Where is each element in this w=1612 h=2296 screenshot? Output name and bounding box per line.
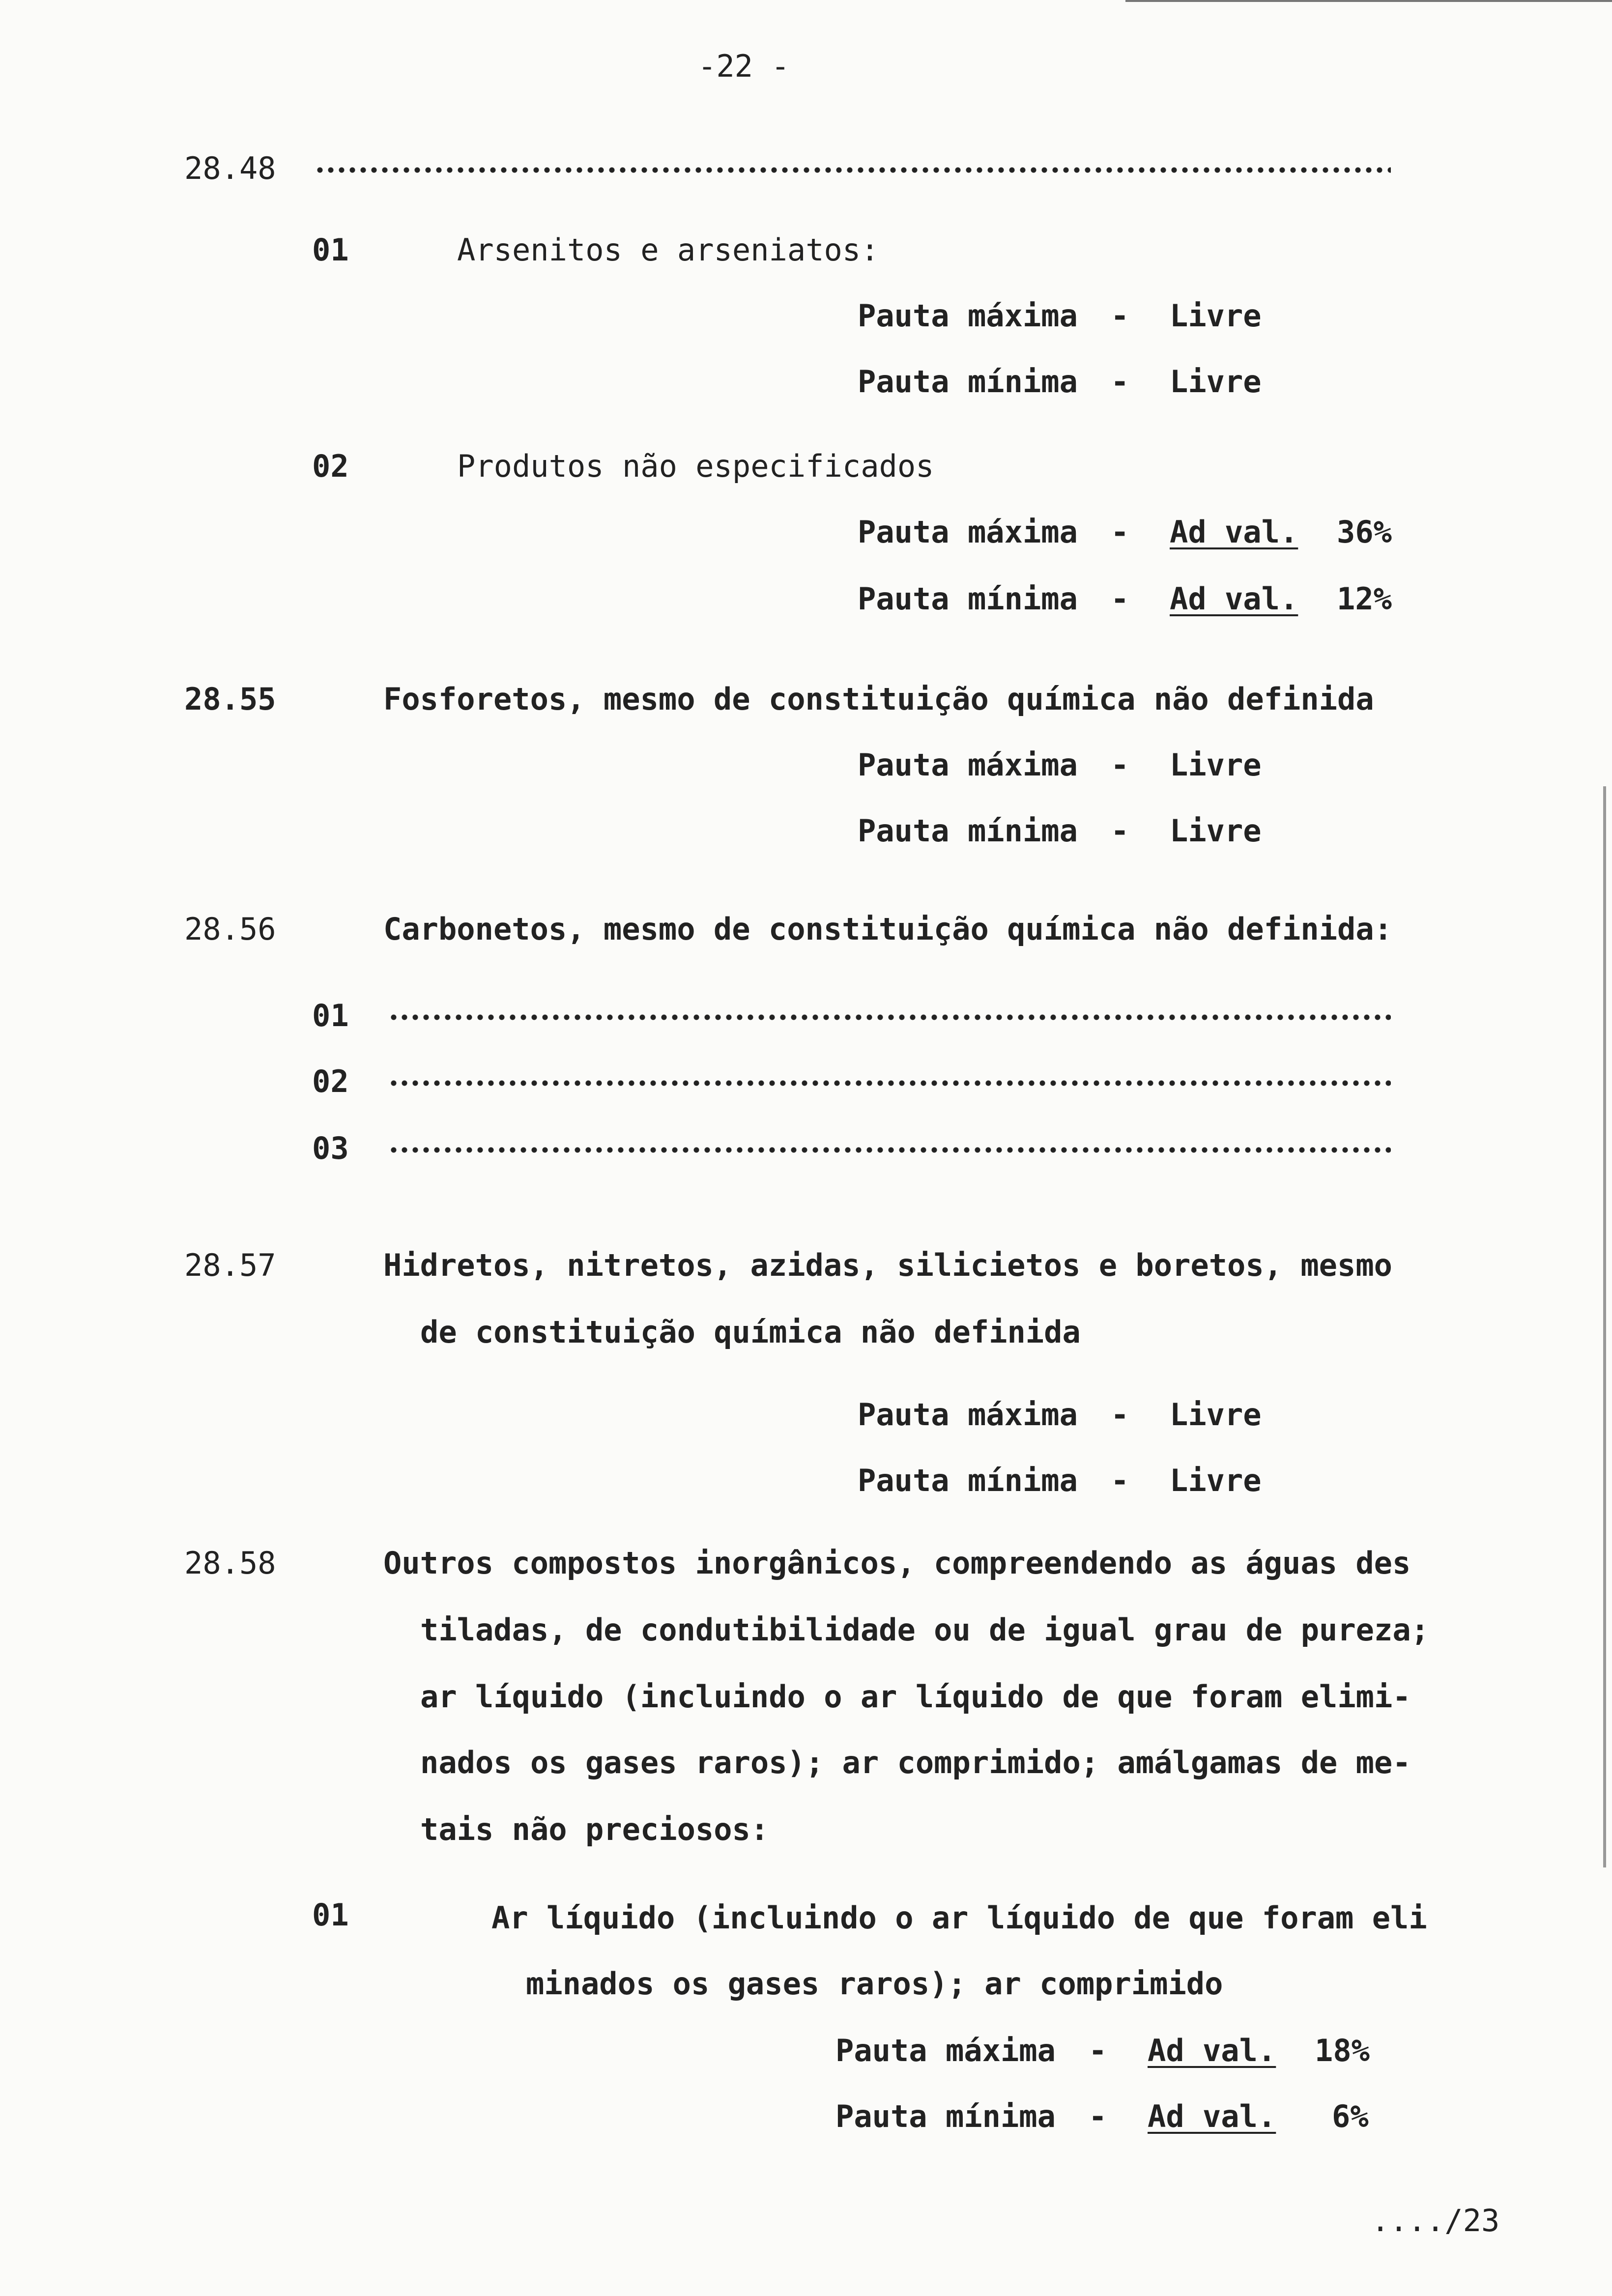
pauta-maxima-label: Pauta máxima — [858, 514, 1078, 550]
ad-valorem-label: Ad val. — [1170, 514, 1298, 550]
tariff-value: Livre — [1170, 364, 1262, 400]
heading-desc-28-56: Carbonetos, mesmo de constituição química não definida: — [383, 911, 1392, 947]
dash: - — [1111, 364, 1129, 400]
heading-desc-28-55: Fosforetos, mesmo de constituição química não definida — [383, 681, 1374, 717]
rate-value: 6% — [1332, 2098, 1369, 2134]
heading-desc-28-57-line1: Hidretos, nitretos, azidas, silicietos e boretos, mesmo — [383, 1247, 1392, 1283]
sub-desc-28-48-02: Produtos não especificados — [457, 448, 934, 484]
heading-desc-28-57-line2: de constituição química não definida — [420, 1314, 1081, 1350]
dot-leader-28-56-02 — [388, 1080, 1391, 1086]
dash: - — [1089, 2033, 1107, 2068]
ad-valorem-label: Ad val. — [1148, 2033, 1276, 2068]
sub-code-28-56-03: 03 — [312, 1130, 349, 1166]
heading-desc-28-58-line3: ar líquido (incluindo o ar líquido de que foram elimi- — [420, 1679, 1411, 1715]
right-edge-mark — [1603, 786, 1606, 1867]
tariff-value: Livre — [1170, 813, 1262, 849]
dot-leader-28-56-01 — [388, 1014, 1391, 1020]
pauta-minima-label: Pauta mínima — [835, 2098, 1056, 2134]
heading-desc-28-58-line4: nados os gases raros); ar comprimido; amálgamas de me- — [420, 1745, 1411, 1780]
sub-code-28-58-01: 01 — [312, 1897, 349, 1933]
rate-value: 36% — [1337, 514, 1392, 550]
pauta-maxima-label: Pauta máxima — [835, 2033, 1056, 2068]
dash: - — [1111, 581, 1129, 617]
rate-value: 18% — [1315, 2033, 1370, 2068]
pauta-minima-label: Pauta mínima — [858, 364, 1078, 400]
sub-desc-28-58-01-line1: Ar líquido (incluindo o ar líquido de que foram eli — [491, 1900, 1427, 1936]
heading-desc-28-58-line2: tiladas, de condutibilidade ou de igual grau de pureza; — [420, 1612, 1429, 1648]
dash: - — [1089, 2098, 1107, 2134]
sub-code-28-56-01: 01 — [312, 998, 349, 1033]
page-number: -22 - — [698, 48, 790, 84]
heading-desc-28-58-line1: Outros compostos inorgânicos, compreendendo as águas des — [383, 1545, 1411, 1581]
heading-code-28-48: 28.48 — [184, 150, 276, 186]
sub-desc-28-58-01-line2: minados os gases raros); ar comprimido — [526, 1966, 1223, 2002]
pauta-minima-label: Pauta mínima — [858, 581, 1078, 617]
heading-code-28-57: 28.57 — [184, 1247, 276, 1283]
ad-valorem-label: Ad val. — [1170, 581, 1298, 617]
dash: - — [1111, 298, 1129, 334]
dot-leader-28-56-03 — [388, 1147, 1391, 1153]
dash: - — [1111, 813, 1129, 849]
sub-code-28-56-02: 02 — [312, 1063, 349, 1099]
pauta-maxima-label: Pauta máxima — [858, 747, 1078, 783]
dot-leader-28-48 — [315, 167, 1391, 173]
pauta-minima-label: Pauta mínima — [858, 1463, 1078, 1498]
dash: - — [1111, 1397, 1129, 1433]
heading-code-28-58: 28.58 — [184, 1545, 276, 1581]
heading-desc-28-58-line5: tais não preciosos: — [420, 1811, 769, 1847]
pauta-maxima-label: Pauta máxima — [858, 298, 1078, 334]
sub-desc-28-48-01: Arsenitos e arseniatos: — [457, 232, 879, 268]
pauta-maxima-label: Pauta máxima — [858, 1397, 1078, 1433]
tariff-value: Livre — [1170, 1397, 1262, 1433]
continuation-marker: ..../23 — [1371, 2203, 1500, 2239]
tariff-value: Livre — [1170, 1463, 1262, 1498]
dash: - — [1111, 514, 1129, 550]
rate-value: 12% — [1337, 581, 1392, 617]
dash: - — [1111, 1463, 1129, 1498]
ad-valorem-label: Ad val. — [1148, 2098, 1276, 2134]
tariff-value: Livre — [1170, 298, 1262, 334]
heading-code-28-55: 28.55 — [184, 681, 276, 717]
sub-code-28-48-02: 02 — [312, 448, 349, 484]
heading-code-28-56: 28.56 — [184, 911, 276, 947]
sub-code-28-48-01: 01 — [312, 232, 349, 268]
tariff-value: Livre — [1170, 747, 1262, 783]
top-rule — [1125, 0, 1612, 2]
dash: - — [1111, 747, 1129, 783]
pauta-minima-label: Pauta mínima — [858, 813, 1078, 849]
